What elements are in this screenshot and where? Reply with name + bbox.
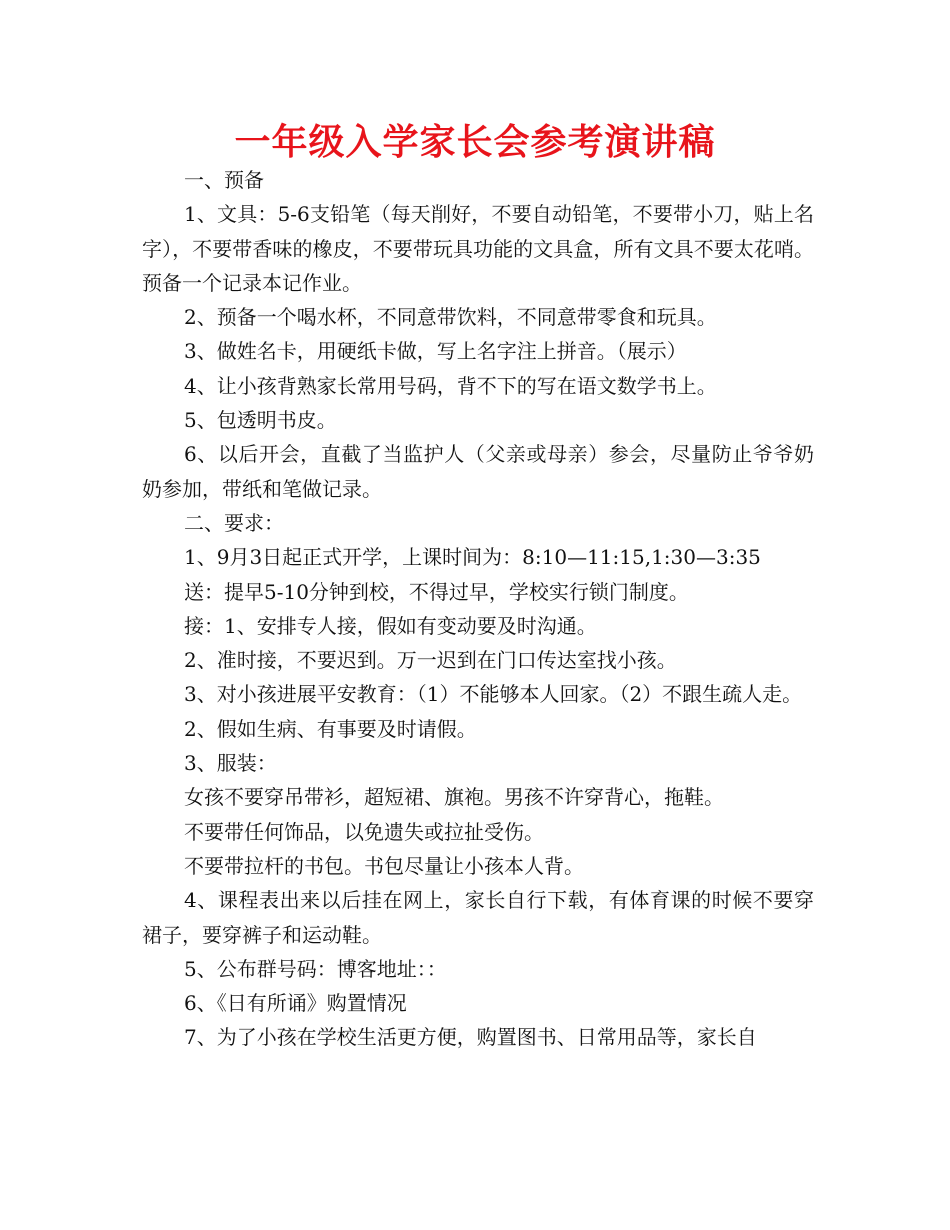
paragraph-safety-education: 3、对小孩进展平安教育：（1）不能够本人回家。（2）不跟生疏人走。 <box>184 682 803 707</box>
paragraph-phone-number: 4、让小孩背熟家长常用号码，背不下的写在语文数学书上。 <box>184 373 717 398</box>
paragraph-backpack: 不要带拉杆的书包。书包尽量让小孩本人背。 <box>184 853 584 878</box>
paragraph-name-card: 3、做姓名卡，用硬纸卡做，写上名字注上拼音。（展示） <box>184 339 687 364</box>
paragraph-clothing-heading: 3、服装： <box>184 751 277 776</box>
section-heading-preparation: 一、预备 <box>184 168 264 192</box>
document-body <box>142 163 814 1055</box>
paragraph-drop-off: 送：提早5-10分钟到校，不得过早，学校实行锁门制度。 <box>184 579 689 604</box>
paragraph-meeting-attendance: 6、以后开会，直截了当监护人（父亲或母亲）参会，尽量防止爷爷奶奶参加，带纸和笔做记录。 <box>142 442 814 501</box>
paragraph-water-cup: 2、预备一个喝水杯，不同意带饮料，不同意带零食和玩具。 <box>184 305 717 330</box>
paragraph-book-cover: 5、包透明书皮。 <box>184 408 337 433</box>
section-heading-requirements: 二、要求： <box>184 510 284 535</box>
paragraph-reading-purchase: 6、《日有所诵》购置情况 <box>184 991 407 1016</box>
paragraph-punctual-pickup: 2、准时接，不要迟到。万一迟到在门口传达室找小孩。 <box>184 648 677 673</box>
paragraph-clothing-rules: 女孩不要穿吊带衫，超短裙、旗袍。男孩不许穿背心，拖鞋。 <box>184 785 724 810</box>
document-title: 一年级入学家长会参考演讲稿 <box>234 122 716 163</box>
paragraph-group-number: 5、公布群号码：博客地址：： <box>184 956 447 981</box>
paragraph-pick-up: 接：1、安排专人接，假如有变动要及时沟通。 <box>184 613 597 638</box>
paragraph-timetable: 4、课程表出来以后挂在网上，家长自行下载，有体育课的时候不要穿裙子，要穿裤子和运动鞋。 <box>142 888 814 947</box>
paragraph-school-supplies: 7、为了小孩在学校生活更方便，购置图书、日常用品等，家长自 <box>184 1025 757 1050</box>
paragraph-school-hours: 1、9月3日起正式开学，上课时间为：8:10—11:15,1:30—3:35 <box>184 545 761 570</box>
paragraph-leave-request: 2、假如生病、有事要及时请假。 <box>184 716 477 741</box>
paragraph-no-accessories: 不要带任何饰品，以免遗失或拉扯受伤。 <box>184 819 544 844</box>
paragraph-stationery: 1、文具：5-6支铅笔（每天削好，不要自动铅笔，不要带小刀，贴上名字），不要带香味的橡皮，不要带玩具功能的文具盒，所有文具不要太花哨。预备一个记录本记作业。 <box>142 202 814 295</box>
